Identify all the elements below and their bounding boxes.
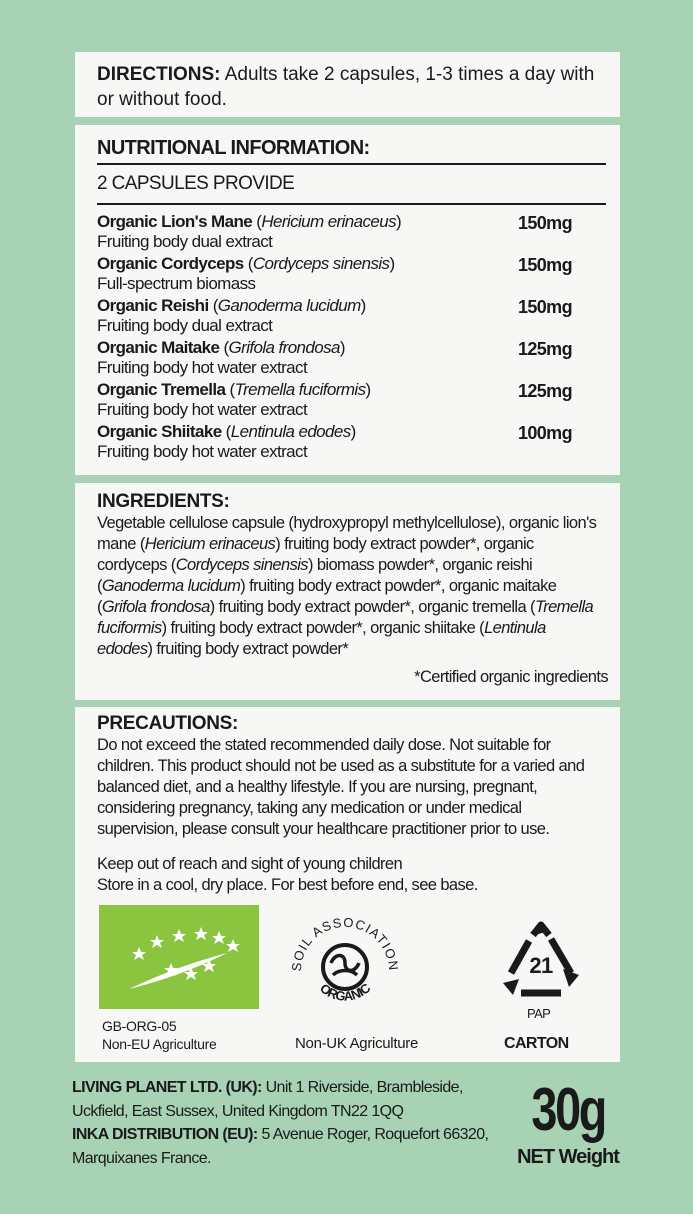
certification-logos: [75, 905, 620, 1055]
ingredients-panel: [75, 483, 620, 700]
directions-text: Adults take 2 capsules, 1-3 times a day with or without food.: [97, 64, 595, 110]
nutrient-name: Organic Reishi (Ganoderma lucidum): [97, 296, 366, 315]
soil-ring-text: SOIL ASSOCIATION: [288, 914, 402, 972]
eu-company: INKA DISTRIBUTION (EU):: [72, 1126, 258, 1143]
uk-address: Unit 1 Riverside, Brambleside, Uckfield, East Sussex, United Kingdom TN22 1QQ: [72, 1079, 463, 1120]
nutrition-row: [97, 421, 598, 463]
nutrition-row: [97, 295, 598, 337]
eu-organic-code: GB-ORG-05: [102, 1018, 177, 1034]
nutrient-label: Organic Maitake: [97, 338, 220, 357]
nutrition-row: [97, 379, 598, 421]
organic-note: *Certified organic ingredients: [414, 668, 608, 686]
nutrient-name: Organic Maitake (Grifola frondosa): [97, 338, 345, 357]
divider: [97, 203, 606, 205]
net-weight-value: 30g: [531, 1076, 605, 1143]
precautions-heading: PRECAUTIONS:: [97, 713, 239, 734]
eu-address: 5 Avenue Roger, Roquefort 66320, Marquixanes France.: [72, 1126, 489, 1167]
ingredients-text: Vegetable cellulose capsule (hydroxypropyl methylcellulose), organic lion's mane (Hericium erinaceus) fruiting body extract powder*, organic cordyceps (Cordyceps sinensis) biomass powder*, organic reishi (Ganoderma lucidum) fruiting body extract powder*, organic maitake (Grifola frondosa) fruiting body extract powder*, organic tremella (Tremella fuciformis) fruiting body extract powder*, organic shiitake (Lentinula edodes) fruiting body extract powder*: [97, 514, 597, 658]
nutrient-name: Organic Lion's Mane (Hericium erinaceus): [97, 212, 402, 231]
nutrient-latin: Cordyceps sinensis: [252, 254, 390, 273]
nutrient-label: Organic Lion's Mane: [97, 212, 253, 231]
eu-organic-label: Non-EU Agriculture: [102, 1036, 217, 1052]
storage-text: Store in a cool, dry place. For best before end, see base.: [97, 876, 478, 894]
nutrient-name: Organic Shiitake (Lentinula edodes): [97, 422, 356, 441]
uk-company: LIVING PLANET LTD. (UK):: [72, 1079, 262, 1096]
company-address: [72, 1076, 512, 1170]
nutrient-description: Fruiting body dual extract: [97, 316, 273, 335]
eu-organic-leaf-icon: [99, 905, 259, 1009]
nutrient-label: Organic Tremella: [97, 380, 226, 399]
nutrient-latin: Hericium erinaceus: [261, 212, 397, 231]
nutrient-amount: 150mg: [517, 213, 572, 233]
nutrient-description: Fruiting body hot water extract: [97, 358, 308, 377]
nutrition-row: [97, 337, 598, 379]
soil-association-caption: Non-UK Agriculture: [295, 1035, 418, 1052]
net-weight-label: NET Weight: [517, 1146, 619, 1168]
nutrient-label: Organic Cordyceps: [97, 254, 244, 273]
nutrient-latin: Ganoderma lucidum: [217, 296, 361, 315]
nutrition-list: [97, 211, 598, 463]
nutrient-amount: 125mg: [517, 381, 572, 401]
precautions-panel: [75, 707, 620, 1062]
nutrition-row: [97, 211, 598, 253]
nutrient-amount: 150mg: [517, 255, 572, 275]
precautions-text: Do not exceed the stated recommended daily dose. Not suitable for children. This product should not be used as a substitute for a varied and balanced diet, and a healthy lifestyle. If you are nursing, pregnant, considering pregnancy, taking any medication or under medical supervision, please consult your healthcare practitioner prior to use.: [97, 736, 585, 838]
soil-organic-text: ORGANIC: [317, 980, 373, 1004]
nutrient-name: Organic Tremella (Tremella fuciformis): [97, 380, 371, 399]
nutrient-latin: Grifola frondosa: [228, 338, 340, 357]
nutrient-amount: 150mg: [517, 297, 572, 317]
keep-away-text: Keep out of reach and sight of young children: [97, 855, 403, 873]
ingredients-heading: INGREDIENTS:: [97, 491, 230, 512]
nutrient-name: Organic Cordyceps (Cordyceps sinensis): [97, 254, 395, 273]
net-weight: [512, 1068, 624, 1169]
nutrient-description: Fruiting body dual extract: [97, 232, 273, 251]
nutrient-amount: 100mg: [517, 423, 572, 443]
directions-panel: [75, 52, 620, 117]
nutrient-latin: Tremella fuciformis: [234, 380, 366, 399]
nutrient-description: Fruiting body hot water extract: [97, 442, 308, 461]
soil-association-icon: [283, 905, 407, 1029]
nutrient-description: Full-spectrum biomass: [97, 274, 256, 293]
recycle-number: 21: [529, 953, 553, 978]
directions-heading: DIRECTIONS:: [97, 64, 221, 85]
nutrition-row: [97, 253, 598, 295]
svg-text:ORGANIC: [317, 980, 374, 1004]
recycle-code: PAP: [527, 1006, 551, 1021]
recycling-icon: [499, 921, 583, 1003]
eu-organic-caption: [102, 1017, 216, 1053]
nutrient-amount: 125mg: [517, 339, 572, 359]
nutrition-subheading: 2 CAPSULES PROVIDE: [97, 173, 295, 194]
nutrition-panel: [75, 125, 620, 475]
nutrient-label: Organic Shiitake: [97, 422, 222, 441]
nutrition-heading: NUTRITIONAL INFORMATION:: [97, 137, 370, 159]
nutrient-description: Fruiting body hot water extract: [97, 400, 308, 419]
nutrient-label: Organic Reishi: [97, 296, 209, 315]
recycle-label: CARTON: [504, 1035, 569, 1052]
nutrient-latin: Lentinula edodes: [230, 422, 351, 441]
